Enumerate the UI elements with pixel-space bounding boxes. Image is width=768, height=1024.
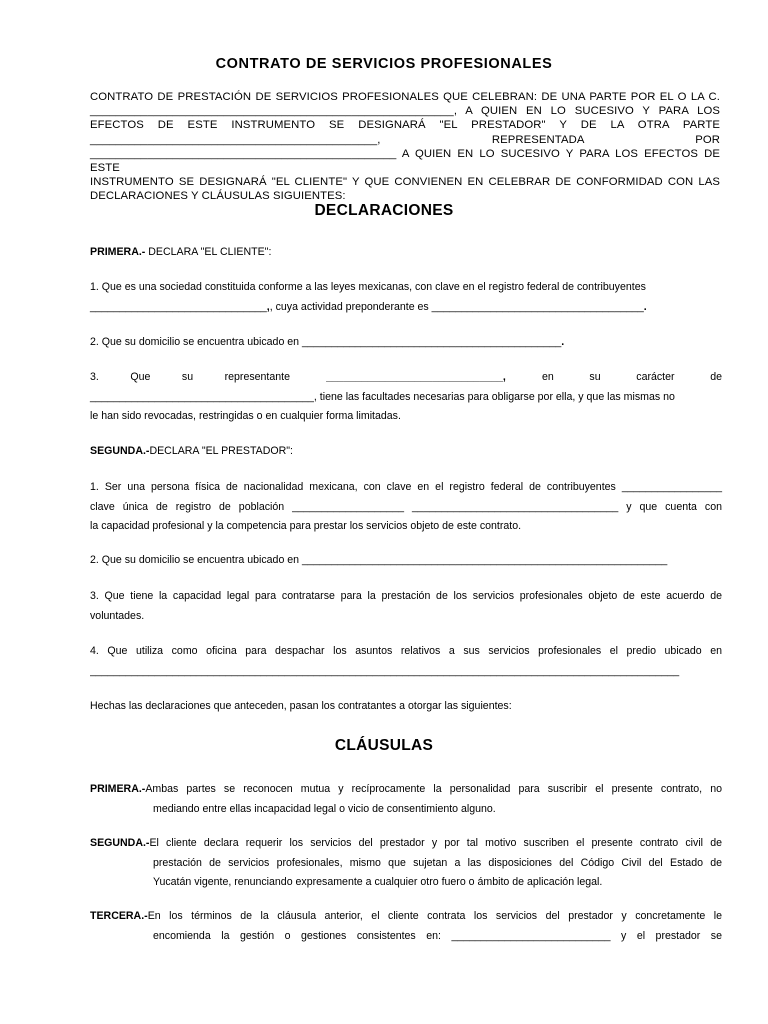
activity-blank: ____________________________________ [431,300,644,313]
item-line: 3. Que tiene la capacidad legal para contratarse para la prestación de los servicios profesionales objeto de este acuerdo de [90,590,722,602]
clausula-line: prestación de servicios profesionales, mismo que sujetan a las disposiciones del Código Civil del Estado de [153,856,722,869]
item-line: en su carácter de [541,371,722,383]
prestador-item-1 [90,478,722,537]
item-line: ______________________________________, tiene las facultades necesarias para obligarse por ella, y que las mismas no [90,390,675,403]
cliente-item-1 [90,278,722,317]
clausula-label: TERCERA.- [90,910,148,922]
document-title: CONTRATO DE SERVICIOS PROFESIONALES [215,56,553,72]
clausula-line: Ambas partes se reconocen mutua y recíprocamente la personalidad para suscribir el presente contrato, no [145,783,722,795]
declaracion-primera [90,243,722,263]
representante-blank: ______________________________, [326,371,506,383]
clausula-line: mediando entre ellas incapacidad legal o vicio de consentimiento alguno. [153,802,496,815]
period: . [643,300,647,313]
declaraciones-heading: DECLARACIONES [314,202,454,219]
item-line: 3. Que su representante [90,371,290,383]
item-line: voluntades. [90,609,145,622]
prestador-item-2 [90,551,722,571]
item-line: 4. Que utiliza como oficina para despachar los asuntos relativos a sus servicios profesionales el predio ubicado en [90,645,722,657]
predio-blank: ____________________________________________________________________________________________________ [90,664,680,677]
item-line: 1. Ser una persona física de nacionalidad mexicana, con clave en el registro federal de contribuyentes _________________ [90,481,722,493]
clausula-primera [90,780,722,819]
declaracion-text: DECLARA "EL PRESTADOR": [149,445,293,457]
intro-line: _________________________________________________________, A QUIEN EN LO SUCESIVO Y PARA LOS [90,105,720,118]
intro-line: EFECTOS DE ESTE INSTRUMENTO SE DESIGNARÁ "EL PRESTADOR" Y DE LA OTRA PARTE [90,119,720,132]
intro-line: ________________________________________________ A QUIEN EN LO SUCESIVO Y PARA LOS EFECTOS DE ESTE [90,147,720,175]
clausula-line: Yucatán vigente, renunciando expresamente a cualquier otro fuero o ámbito de aplicación legal. [153,876,603,888]
period: . [561,336,565,348]
item-line: la capacidad profesional y la competencia para prestar los servicios objeto de este contrato. [90,520,522,532]
cliente-item-3 [90,368,722,427]
prestador-item-3 [90,587,722,626]
declaracion-segunda [90,442,722,462]
intro-line: INSTRUMENTO SE DESIGNARÁ "EL CLIENTE" Y QUE CONVIENEN EN CELEBRAR DE CONFORMIDAD CON LAS [90,176,720,189]
declaracion-label: PRIMERA.- [90,246,146,258]
intro-line: DECLARACIONES Y CLÁUSULAS SIGUIENTES: [90,190,346,203]
item-line: , cuya actividad preponderante es [269,300,432,313]
rfc-blank: ______________________________ [90,300,267,313]
intro-paragraph [90,90,720,204]
item-line: clave única de registro de población ___________________ ___________________________________ y que cuenta con [90,500,722,513]
intro-line: CONTRATO DE PRESTACIÓN DE SERVICIOS PROFESIONALES QUE CELEBRAN: DE UNA PARTE POR EL O LA C. [90,91,720,103]
cliente-item-2 [90,333,722,353]
declaraciones-closing [90,697,722,717]
address-blank: ____________________________________________ [302,336,562,348]
clausula-line: encomienda la gestión o gestiones consistentes en: ___________________________ y el prestador se [153,929,722,942]
declaracion-label: SEGUNDA.- [90,445,150,457]
prestador-item-4 [90,642,722,681]
item-line: le han sido revocadas, restringidas o en cualquier forma limitadas. [90,410,401,422]
intro-line: _____________________________________________, REPRESENTADA POR [90,133,720,146]
clausulas-heading: CLÁUSULAS [334,737,434,754]
declaracion-text: DECLARA "EL CLIENTE": [145,246,272,258]
clausula-segunda [90,834,722,893]
clausula-line: En los términos de la cláusula anterior, el cliente contrata los servicios del prestador y concretamente le [147,910,722,922]
clausula-label: PRIMERA.- [90,783,146,795]
closing-text: Hechas las declaraciones que anteceden, pasan los contratantes a otorgar las siguientes: [90,700,512,712]
item-line: 1. Que es una sociedad constituida conforme a las leyes mexicanas, con clave en el registro federal de contribuyentes [90,281,646,293]
clausula-tercera [90,907,722,946]
comma: , [266,300,270,313]
clausula-line: El cliente declara requerir los servicios del prestador y por tal motivo suscriben el presente contrato civil de [149,837,722,849]
item-line: 2. Que su domicilio se encuentra ubicado en [90,336,303,348]
clausula-label: SEGUNDA.- [90,837,150,849]
item-line: 2. Que su domicilio se encuentra ubicado en ______________________________________________________________ [90,554,668,566]
